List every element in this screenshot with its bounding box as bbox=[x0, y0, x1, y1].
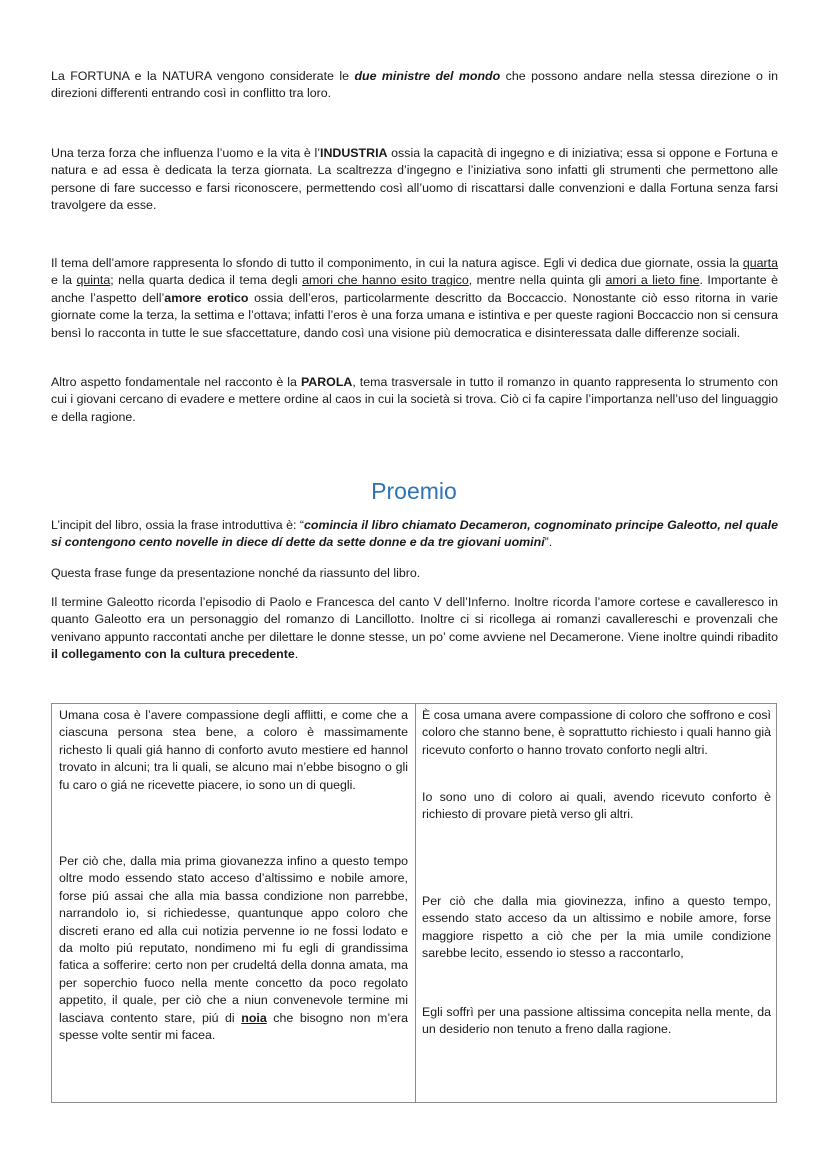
paragraph-parola bbox=[51, 374, 778, 426]
text-run: , mentre nella quinta gli bbox=[468, 273, 606, 288]
paragraph-amore bbox=[51, 255, 778, 342]
text-run: ossia dell’eros, particolarmente descritto da Boccaccio. Nonostante ciò esso ritorna in varie giornate come la terza, la settima e l’ottava; infatti l’eros è una forza umana e istintiva e per queste ragioni Boccaccio non si censura bensì lo racconta in tutte le sue sfaccettature, dando così una visione più democratica e disinteressata dalle differenze sociali. bbox=[51, 290, 778, 340]
emphasis-parola: PAROLA bbox=[300, 375, 353, 389]
text-run: ossia la capacità di ingegno e di iniziativa; essa si oppone e Fortuna e natura e ad essa è dedicata la terza giornata. La scaltrezza d’ingegno e l’iniziativa sono infatti gli strumenti che permettono alle persone di fare successo e farsi riconoscere, permettendo così all’uomo di riscattarsi dalle convenzioni e dalla Fortuna senza farsi travolgere da esse. bbox=[51, 146, 779, 213]
text-run: Il tema dell’amore rappresenta lo sfondo di tutto il componimento, in cui la natura agisce. Egli vi dedica due giornate, ossia la bbox=[51, 256, 743, 270]
section-heading-proemio: Proemio bbox=[371, 478, 457, 504]
paragraph-galeotto bbox=[51, 594, 778, 664]
incipit-quote: comincia il libro chiamato Decameron, cognominato principe Galeotto, nel quale si contengono cento novelle in diece dí dette da sette donne e da tre giovani uomini bbox=[51, 518, 778, 550]
text-run: Per ciò che, dalla mia prima giovanezza infino a questo tempo oltre modo essendo stato acceso d’altissimo e nobile amore, forse piú assai che alla mia bassa condizione non parrebbe, narrandolo io, si richiedesse, quantunque appo coloro che discreti erano ed alla cui notizia pervenne io ne fossi lodato e da molto piú reputato, nondimeno mi fu egli di grandissima fatica a sofferire: certo non per crudeltá della donna amata, ma per soperchio fuoco nella mente concetto da poco regolato appetito, il quale, per ciò che a niun convenevole termine mi lasciava contento stare, piú di bbox=[59, 854, 408, 1025]
emphasis-due-ministre: due ministre del mondo bbox=[354, 69, 501, 83]
underlined-quinta: quinta bbox=[76, 273, 111, 288]
emphasis-industria: INDUSTRIA bbox=[320, 146, 388, 160]
text-run: Una terza forza che influenza l’uomo e la vita è l’ bbox=[51, 146, 320, 160]
text-run: . Importante è anche l’aspetto dell’ bbox=[51, 273, 778, 305]
text-run: Il termine Galeotto ricorda l’episodio di Paolo e Francesca del canto V dell’Inferno. Inoltre ricorda l’amore cortese e cavalleresco in quanto Galeotto era un personaggio del romanzo di Lancillotto. Inoltre ci si ricollega ai romanzi cavallereschi e provenzali che venivano appunto raccontati anche per dilettare le donne stesse, un po’ come avviene nel Decamerone. Viene inoltre quindi ribadito bbox=[51, 595, 778, 644]
paragraph-presentazione: Questa frase funge da presentazione nonché da riassunto del libro. bbox=[51, 566, 421, 580]
text-run: e la bbox=[51, 273, 77, 288]
table-cell-paraphrase-4: Egli soffrì per una passione altissima concepita nella mente, da un desiderio non tenuto a freno dalla ragione. bbox=[422, 1005, 771, 1037]
text-run: che possono andare nella stessa direzione o in direzioni differenti entrando così in conflitto tra loro. bbox=[51, 69, 778, 101]
table-cell-original-2 bbox=[59, 853, 408, 1044]
table-cell-paraphrase-1: È cosa umana avere compassione di coloro che soffrono e così coloro che stanno bene, è soprattutto richiesto i quali hanno già ricevuto conforto o hanno trovato conforto negli altri. bbox=[422, 708, 771, 757]
text-run: L’incipit del libro, ossia la frase introduttiva è: “ bbox=[51, 518, 305, 532]
table-cell-paraphrase-3: Per ciò che dalla mia giovinezza, infino a questo tempo, essendo stato acceso da un altissimo e nobile amore, forse maggiore rispetto a ciò che per la mia umile condizione sarebbe lecito, essendo io stesso a raccontarlo, bbox=[422, 894, 771, 961]
paragraph-fortuna-natura bbox=[51, 68, 778, 103]
paragraph-incipit bbox=[51, 517, 778, 552]
underlined-quarta: quarta bbox=[742, 256, 778, 270]
table-cell-original-1: Umana cosa è l’avere compassione degli afflitti, e come che a ciascuna persona stea bene, a coloro è massimamente richesto li quali giá hanno di conforto avuto mestiere ed hannol trovato in alcuni; tra li quali, se alcuno mai n’ebbe bisogno o gli fu caro o giá ne ricevette piacere, io sono un di quegli. bbox=[59, 708, 408, 792]
table-column-divider bbox=[415, 704, 416, 1102]
text-run: . bbox=[294, 647, 299, 662]
table-cell-paraphrase-2: Io sono uno di coloro ai quali, avendo ricevuto conforto è richiesto di provare pietà verso gli altri. bbox=[422, 790, 771, 822]
comparison-table bbox=[51, 703, 777, 1103]
underlined-amori-lieto-fine: amori a lieto fine bbox=[605, 273, 700, 288]
emphasis-noia: noia bbox=[241, 1010, 267, 1025]
emphasis-amore-erotico: amore erotico bbox=[164, 290, 249, 305]
text-run: che bisogno non m’era spesse volte sentir mi facea. bbox=[59, 1010, 408, 1043]
text-run: ”. bbox=[544, 535, 553, 550]
emphasis-collegamento: il collegamento con la cultura precedente bbox=[51, 647, 295, 662]
text-run: La FORTUNA e la NATURA vengono considerate le bbox=[51, 69, 355, 83]
paragraph-industria bbox=[51, 145, 778, 215]
text-run: , tema trasversale in tutto il romanzo in quanto rappresenta lo strumento con cui i giovani cercano di evadere e mettere ordine al caos in cui la società si trova. Ciò ci fa capire l’importanza nell’uso del linguaggio e della ragione. bbox=[51, 375, 778, 424]
text-run: Altro aspetto fondamentale nel racconto è la bbox=[51, 375, 301, 389]
underlined-amori-tragico: amori che hanno esito tragico bbox=[302, 273, 469, 288]
text-run: ; nella quarta dedica il tema degli bbox=[110, 273, 303, 288]
